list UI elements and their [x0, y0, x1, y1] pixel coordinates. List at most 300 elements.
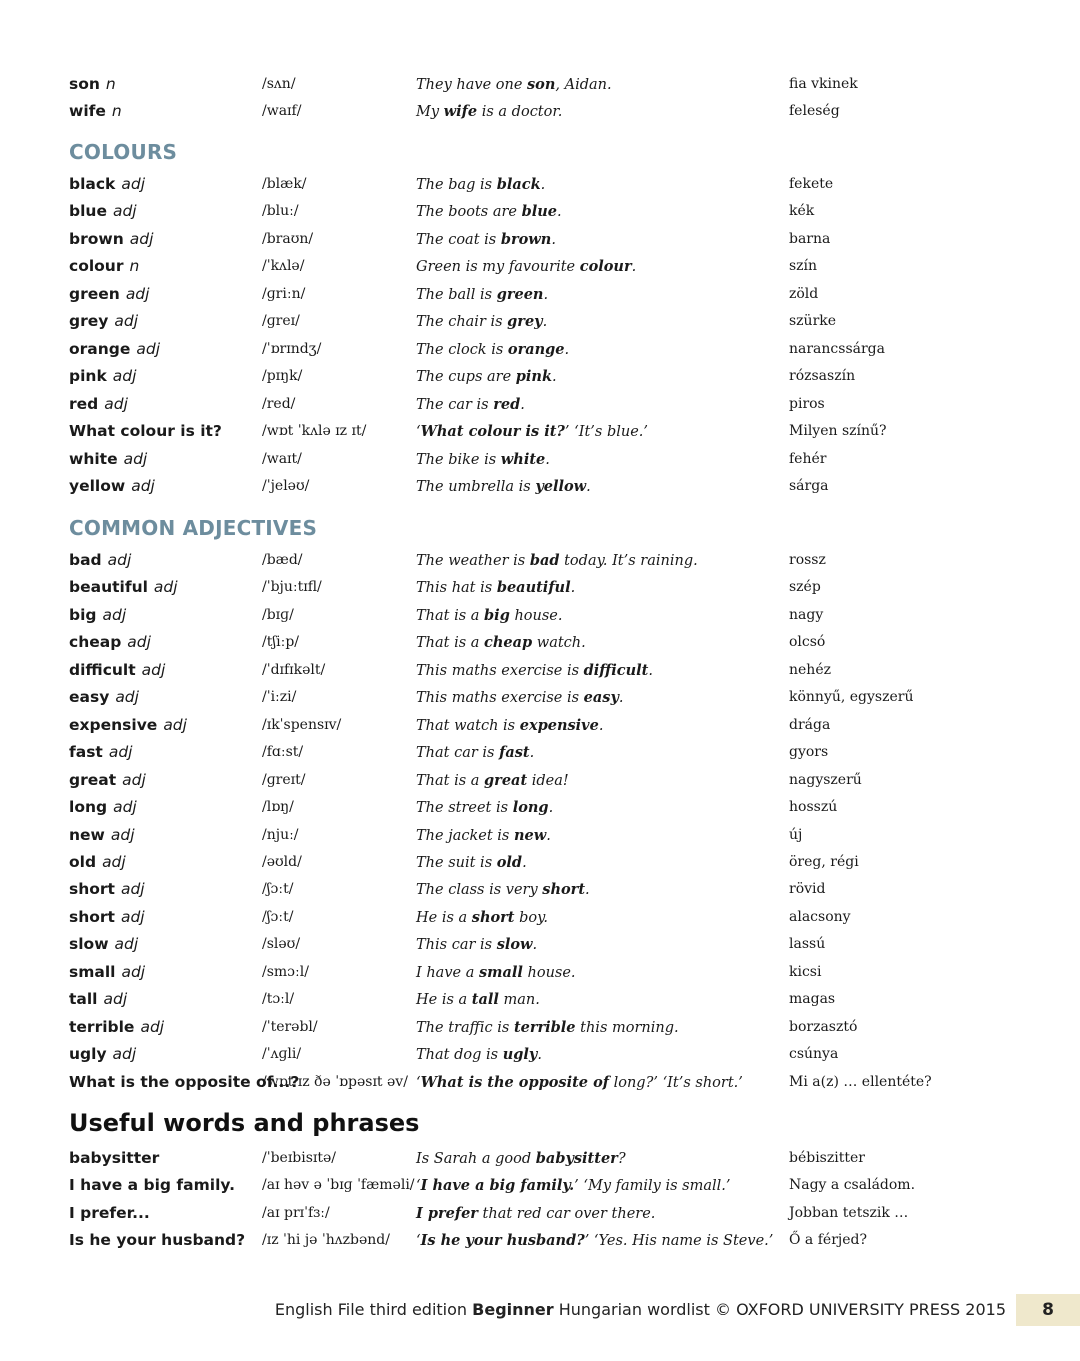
- headword: [69, 931, 138, 958]
- example-text: .: [586, 478, 591, 495]
- hungarian-translation: szín: [789, 258, 818, 275]
- example-keyword: pink: [515, 368, 553, 386]
- hungarian-translation: Nagy a családom.: [789, 1177, 916, 1194]
- headword: [69, 198, 137, 225]
- example-text: .: [520, 396, 525, 413]
- wordlist-row: [0, 904, 1080, 931]
- headword-text: small: [69, 962, 116, 981]
- part-of-speech: adj: [114, 935, 139, 954]
- hungarian-translation: kicsi: [789, 963, 822, 980]
- wordlist-row: [0, 71, 1080, 98]
- example-sentence: [416, 574, 575, 602]
- headword-text: I have a big family.: [69, 1176, 235, 1195]
- hungarian-translation: Mi a(z) … ellentéte?: [789, 1073, 932, 1090]
- hungarian-translation: csúnya: [789, 1046, 839, 1063]
- example-text: This hat is: [416, 580, 497, 597]
- headword-text: green: [69, 284, 120, 303]
- headword: [69, 391, 128, 418]
- hungarian-translation: alacsony: [789, 908, 851, 925]
- part-of-speech: adj: [121, 175, 146, 193]
- example-text: man.: [498, 992, 540, 1009]
- part-of-speech: adj: [112, 202, 137, 221]
- hungarian-translation: rövid: [789, 881, 826, 898]
- example-keyword: easy: [583, 689, 619, 707]
- part-of-speech: adj: [163, 715, 187, 734]
- heading-colours: COLOURS: [69, 140, 178, 164]
- part-of-speech: adj: [112, 1045, 137, 1064]
- wordlist-row: [0, 391, 1080, 418]
- pronunciation: /ˈterəbl/: [262, 1018, 318, 1035]
- headword-text: short: [69, 880, 115, 899]
- example-text: He is a: [416, 992, 472, 1009]
- headword: [69, 629, 151, 656]
- wordlist-row: [0, 198, 1080, 225]
- part-of-speech: n: [105, 75, 116, 93]
- example-text: ‘: [416, 1074, 421, 1091]
- example-text: .: [522, 854, 527, 871]
- wordlist-row: [0, 574, 1080, 601]
- headword-text: I prefer...: [69, 1203, 150, 1222]
- example-text: The chair is: [416, 314, 508, 331]
- headword: [69, 71, 116, 98]
- example-keyword: cheap: [484, 634, 533, 652]
- wordlist-row: [0, 281, 1080, 308]
- part-of-speech: adj: [153, 578, 178, 597]
- example-text: .: [532, 937, 538, 954]
- example-text: That is a: [416, 607, 485, 624]
- headword-text: What is the opposite of...?: [69, 1072, 300, 1091]
- page-number: 8: [1016, 1294, 1080, 1326]
- headword-text: easy: [69, 688, 110, 707]
- part-of-speech: adj: [127, 633, 151, 652]
- part-of-speech: adj: [103, 990, 128, 1009]
- example-text: .: [564, 341, 570, 358]
- heading-common-adjectives: COMMON ADJECTIVES: [69, 516, 318, 540]
- example-sentence: [416, 822, 551, 850]
- example-text: .: [631, 259, 637, 276]
- example-text: .: [540, 177, 546, 193]
- example-sentence: [416, 363, 557, 391]
- example-keyword: yellow: [535, 477, 587, 495]
- example-text: .: [552, 369, 557, 386]
- headword: [69, 363, 136, 390]
- example-text: The car is: [416, 396, 494, 413]
- hungarian-translation: bébiszitter: [789, 1150, 865, 1166]
- part-of-speech: adj: [102, 605, 127, 624]
- example-text: That dog is: [416, 1047, 503, 1064]
- example-text: He is a: [416, 909, 472, 926]
- headword: [69, 767, 146, 794]
- pronunciation: /ˈjeləʊ/: [262, 477, 310, 494]
- pronunciation: /sʌn/: [262, 76, 296, 92]
- headword: [69, 418, 222, 445]
- pronunciation: /aɪ prɪˈfɜː/: [262, 1204, 330, 1221]
- example-text: ‘: [416, 1233, 421, 1250]
- pronunciation: /fɑːst/: [262, 744, 304, 761]
- example-keyword: grey: [507, 313, 543, 331]
- example-text: house.: [522, 964, 576, 981]
- pronunciation: /tɔːl/: [262, 991, 295, 1008]
- example-sentence: [416, 904, 548, 932]
- example-keyword: son: [527, 76, 556, 93]
- headword: [69, 171, 145, 198]
- headword-text: orange: [69, 339, 131, 358]
- headword-text: Is he your husband?: [69, 1231, 246, 1250]
- part-of-speech: adj: [122, 770, 146, 789]
- example-keyword: white: [500, 450, 546, 468]
- example-sentence: [416, 876, 590, 904]
- headword: [69, 473, 155, 500]
- example-text: They have one: [416, 77, 528, 93]
- headword-text: beautiful: [69, 578, 148, 597]
- headword: [69, 986, 127, 1013]
- example-text: ‘: [416, 1178, 421, 1195]
- part-of-speech: adj: [110, 825, 135, 844]
- wordlist-row: [0, 446, 1080, 473]
- example-sentence: [416, 712, 603, 740]
- pronunciation: /bɪɡ/: [262, 606, 294, 623]
- example-text: The boots are: [416, 204, 522, 221]
- example-text: The class is very: [416, 882, 543, 899]
- hungarian-translation: új: [789, 826, 803, 843]
- pronunciation: /ˈʌɡli/: [262, 1046, 302, 1063]
- example-keyword: expensive: [519, 716, 599, 734]
- headword: [69, 336, 160, 363]
- pronunciation: /ɡreɪt/: [262, 771, 306, 788]
- hungarian-translation: magas: [789, 991, 836, 1008]
- example-sentence: [416, 98, 562, 126]
- wordlist-row: [0, 1227, 1080, 1254]
- example-sentence: [416, 986, 540, 1014]
- hungarian-translation: narancssárga: [789, 340, 885, 357]
- pronunciation: /əʊld/: [262, 853, 302, 870]
- hungarian-translation: drága: [789, 716, 831, 733]
- headword: [69, 904, 145, 931]
- headword-text: short: [69, 907, 115, 926]
- wordlist-row: [0, 363, 1080, 390]
- example-keyword: beautiful: [496, 579, 571, 597]
- example-sentence: [416, 602, 563, 630]
- example-keyword: Is he your husband?: [420, 1232, 585, 1250]
- wordlist-row: [0, 1041, 1080, 1068]
- pronunciation: /wɒt ˈkʌlə ɪz ɪt/: [262, 423, 367, 440]
- example-text: ’ ‘It’s blue.’: [564, 424, 649, 441]
- headword-text: grey: [69, 312, 109, 331]
- pronunciation: /waɪt/: [262, 450, 302, 467]
- example-keyword: new: [513, 826, 547, 844]
- example-sentence: [416, 198, 562, 226]
- headword: [69, 308, 138, 335]
- example-keyword: slow: [496, 936, 533, 954]
- wordlist-row: [0, 986, 1080, 1013]
- hungarian-translation: piros: [789, 395, 825, 412]
- headword: [69, 822, 135, 849]
- headword-text: expensive: [69, 715, 158, 734]
- wordlist-row: [0, 629, 1080, 656]
- hungarian-translation: nagyszerű: [789, 771, 862, 788]
- hungarian-translation: Jobban tetszik …: [789, 1204, 909, 1221]
- headword-text: blue: [69, 202, 107, 221]
- example-keyword: terrible: [513, 1018, 576, 1036]
- pronunciation: /ˈbjuːtɪfl/: [262, 579, 322, 596]
- part-of-speech: adj: [113, 798, 137, 817]
- pronunciation: /ɡriːn/: [262, 285, 306, 302]
- example-text: The cups are: [416, 369, 516, 386]
- headword-text: brown: [69, 229, 124, 248]
- part-of-speech: adj: [114, 312, 139, 331]
- footer-copyright: English File third edition Beginner Hungarian wordlist © OXFORD UNIVERSITY PRESS 2015: [274, 1300, 1006, 1319]
- pronunciation: /wɒt ɪz ðə ˈɒpəsɪt əv/: [262, 1073, 408, 1090]
- example-keyword: short: [542, 881, 586, 899]
- wordlist-row: [0, 547, 1080, 574]
- example-keyword: brown: [500, 230, 552, 248]
- example-text: The suit is: [416, 854, 497, 871]
- example-text: long?’ ‘It’s short.’: [608, 1074, 743, 1091]
- wordlist-row: [0, 794, 1080, 821]
- heading-useful-words: Useful words and phrases: [69, 1109, 420, 1137]
- example-sentence: [416, 629, 586, 657]
- part-of-speech: adj: [125, 284, 150, 303]
- example-keyword: long: [512, 799, 549, 817]
- example-sentence: [416, 171, 545, 199]
- example-text: The weather is: [416, 553, 530, 569]
- pronunciation: /aɪ həv ə ˈbɪɡ ˈfæməli/: [262, 1177, 415, 1194]
- headword: [69, 1227, 245, 1254]
- headword-text: son: [69, 75, 100, 93]
- example-text: This maths exercise is: [416, 662, 584, 679]
- pronunciation: /lɒŋ/: [262, 799, 294, 816]
- example-text: watch.: [532, 635, 586, 652]
- example-keyword: babysitter: [535, 1150, 618, 1167]
- pronunciation: /ɪkˈspensɪv/: [262, 716, 342, 733]
- headword-text: red: [69, 394, 99, 413]
- example-sentence: [416, 281, 548, 309]
- example-keyword: wife: [443, 103, 478, 121]
- example-keyword: short: [471, 908, 515, 926]
- headword-text: tall: [69, 990, 98, 1009]
- pronunciation: /ˈdɪfɪkəlt/: [262, 661, 326, 678]
- hungarian-translation: fia vkinek: [789, 76, 858, 92]
- hungarian-translation: lassú: [789, 936, 826, 953]
- example-keyword: fast: [499, 744, 530, 762]
- hungarian-translation: öreg, régi: [789, 853, 859, 870]
- example-text: This car is: [416, 937, 497, 954]
- headword-text: cheap: [69, 633, 122, 652]
- example-keyword: I prefer: [416, 1204, 478, 1222]
- wordlist-row: [0, 473, 1080, 500]
- wordlist-row: [0, 418, 1080, 445]
- hungarian-translation: barna: [789, 230, 831, 247]
- wordlist-row: [0, 171, 1080, 198]
- example-sentence: [416, 446, 550, 474]
- part-of-speech: adj: [140, 1017, 165, 1036]
- pronunciation: /braʊn/: [262, 230, 314, 247]
- example-sentence: [416, 794, 553, 822]
- example-text: .: [546, 827, 551, 844]
- headword: [69, 1145, 159, 1172]
- example-text: Green is my favourite: [416, 259, 580, 276]
- headword: [69, 684, 139, 711]
- hungarian-translation: rózsaszín: [789, 368, 856, 385]
- part-of-speech: n: [111, 102, 122, 121]
- wordlist-row: [0, 1200, 1080, 1227]
- example-sentence: [416, 547, 698, 575]
- example-sentence: [416, 336, 569, 364]
- example-sentence: [416, 1200, 655, 1228]
- hungarian-translation: fekete: [789, 176, 834, 192]
- example-text: today. It’s raining.: [559, 553, 698, 569]
- example-text: The street is: [416, 800, 513, 817]
- example-sentence: [416, 1227, 773, 1255]
- hungarian-translation: nagy: [789, 606, 824, 623]
- example-keyword: colour: [579, 258, 632, 276]
- example-keyword: big: [484, 606, 510, 624]
- wordlist-row: [0, 767, 1080, 794]
- headword: [69, 547, 131, 574]
- headword: [69, 98, 122, 125]
- part-of-speech: adj: [136, 339, 161, 358]
- hungarian-translation: gyors: [789, 744, 829, 761]
- example-text: .: [545, 451, 550, 468]
- headword: [69, 794, 137, 821]
- example-sentence: [416, 418, 648, 446]
- part-of-speech: adj: [115, 688, 139, 707]
- example-keyword: small: [478, 963, 523, 981]
- wordlist-row: [0, 849, 1080, 876]
- example-keyword: orange: [507, 340, 565, 358]
- example-text: The bag is: [416, 177, 497, 193]
- pronunciation: /ʃɔːt/: [262, 908, 294, 925]
- headword-text: white: [69, 449, 118, 468]
- hungarian-translation: Ő a férjed?: [789, 1232, 867, 1249]
- hungarian-translation: nehéz: [789, 661, 831, 678]
- hungarian-translation: hosszú: [789, 799, 838, 816]
- headword-text: long: [69, 798, 108, 817]
- example-keyword: What is the opposite of: [420, 1073, 609, 1091]
- headword: [69, 712, 187, 739]
- example-keyword: red: [493, 395, 521, 413]
- headword: [69, 876, 145, 903]
- headword: [69, 739, 133, 766]
- wordlist-row: [0, 931, 1080, 958]
- page-footer: [0, 1294, 1080, 1326]
- example-text: The bike is: [416, 451, 501, 468]
- pronunciation: /ɡreɪ/: [262, 313, 300, 330]
- example-keyword: bad: [529, 552, 560, 569]
- example-sentence: [416, 1069, 743, 1097]
- example-text: That is a: [416, 635, 485, 652]
- example-text: idea!: [527, 772, 569, 789]
- hungarian-translation: olcsó: [789, 634, 826, 651]
- wordlist-row: [0, 822, 1080, 849]
- headword: [69, 849, 126, 876]
- pronunciation: /ˈbeɪbisɪtə/: [262, 1150, 337, 1166]
- wordlist-row: [0, 739, 1080, 766]
- headword-text: terrible: [69, 1017, 135, 1036]
- wordlist-row: [0, 226, 1080, 253]
- example-sentence: [416, 849, 527, 877]
- example-text: .: [548, 800, 554, 817]
- example-text: The jacket is: [416, 827, 514, 844]
- example-text: house.: [509, 607, 563, 624]
- example-text: That watch is: [416, 717, 520, 734]
- example-text: .: [648, 662, 653, 679]
- example-keyword: difficult: [583, 661, 649, 679]
- example-keyword: great: [484, 771, 528, 789]
- part-of-speech: adj: [107, 551, 132, 569]
- wordlist-row: [0, 876, 1080, 903]
- wordlist-row: [0, 1014, 1080, 1041]
- part-of-speech: adj: [120, 880, 145, 899]
- headword: [69, 446, 147, 473]
- headword-text: big: [69, 605, 97, 624]
- headword-text: yellow: [69, 476, 126, 495]
- part-of-speech: adj: [141, 660, 166, 679]
- hungarian-translation: feleség: [789, 103, 840, 120]
- headword: [69, 1200, 150, 1227]
- example-sentence: [416, 71, 612, 99]
- part-of-speech: adj: [112, 367, 137, 386]
- example-keyword: blue: [521, 203, 558, 221]
- pronunciation: /njuː/: [262, 826, 299, 843]
- pronunciation: /bluː/: [262, 203, 299, 220]
- part-of-speech: adj: [102, 852, 126, 871]
- example-sentence: [416, 308, 547, 336]
- example-sentence: [416, 226, 556, 254]
- hungarian-translation: sárga: [789, 477, 829, 494]
- example-sentence: [416, 1145, 626, 1173]
- example-text: .: [618, 690, 624, 707]
- headword: [69, 1172, 235, 1199]
- example-sentence: [416, 1172, 730, 1200]
- example-text: The coat is: [416, 231, 501, 248]
- wordlist-row: [0, 1069, 1080, 1096]
- example-text: ’ ‘My family is small.’: [574, 1178, 731, 1195]
- part-of-speech: n: [129, 257, 140, 276]
- example-keyword: green: [496, 285, 544, 303]
- example-text: This maths exercise is: [416, 690, 584, 707]
- pronunciation: /ʃɔːt/: [262, 881, 294, 898]
- part-of-speech: adj: [131, 476, 155, 495]
- example-text: The ball is: [416, 286, 497, 303]
- example-text: That is a: [416, 772, 485, 789]
- headword-text: babysitter: [69, 1149, 160, 1167]
- pronunciation: /bæd/: [262, 552, 303, 568]
- headword: [69, 1014, 164, 1041]
- part-of-speech: adj: [108, 743, 133, 762]
- part-of-speech: adj: [104, 394, 128, 413]
- wordlist-row: [0, 1145, 1080, 1172]
- example-text: .: [551, 231, 556, 248]
- example-sentence: [416, 959, 576, 987]
- wordlist-row: [0, 657, 1080, 684]
- hungarian-translation: könnyű, egyszerű: [789, 689, 914, 706]
- example-text: .: [598, 717, 604, 734]
- wordlist-row: [0, 1172, 1080, 1199]
- example-keyword: ugly: [502, 1046, 538, 1064]
- pronunciation: /sləʊ/: [262, 936, 301, 953]
- wordlist-row: [0, 308, 1080, 335]
- headword: [69, 226, 153, 253]
- example-text: .: [557, 204, 562, 221]
- example-keyword: What colour is it?: [420, 423, 565, 441]
- headword: [69, 1041, 136, 1068]
- hungarian-translation: fehér: [789, 450, 827, 467]
- wordlist-row: [0, 336, 1080, 363]
- pronunciation: /smɔːl/: [262, 963, 309, 980]
- wordlist-row: [0, 98, 1080, 125]
- part-of-speech: adj: [129, 229, 154, 248]
